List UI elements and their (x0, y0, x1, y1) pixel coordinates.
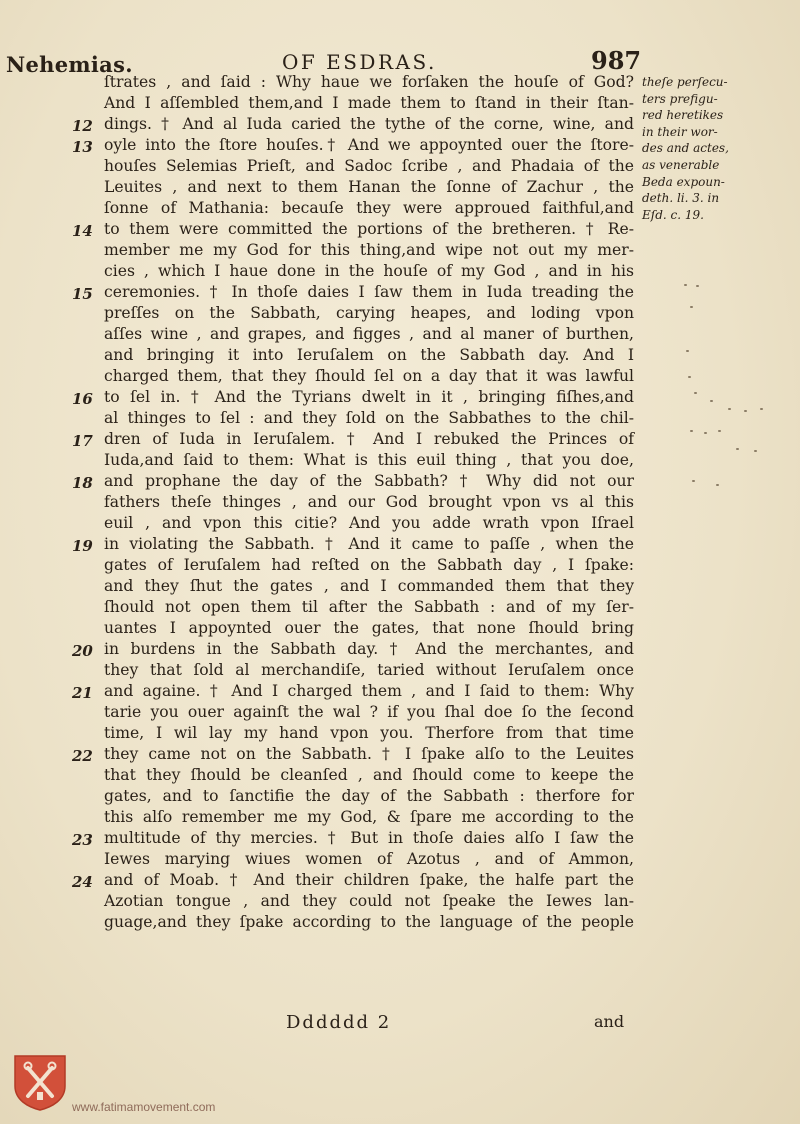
text-line (0, 282, 640, 303)
text-line (0, 72, 640, 93)
line-text: tarie you ouer againſt the wal ? if you ſhal doe ſo the ſecond (104, 703, 634, 721)
line-text: ceremonies. † In thoſe daies I ſaw them in Iuda treading the (104, 283, 634, 301)
marginal-note-line: theſe perſecu- (642, 75, 728, 89)
text-line (0, 555, 640, 576)
line-text: and they ſhut the gates , and I commanded them that they (104, 577, 634, 595)
line-text: Iewes marying wiues women of Azotus , and of Ammon, (104, 850, 634, 868)
line-text: dren of Iuda in Ieruſalem. † And I rebuked the Princes of (104, 430, 634, 448)
line-text: Iuda,and ſaid to them: What is this euil thing , that you doe, (104, 451, 634, 469)
text-line (0, 534, 640, 555)
ink-specks (676, 280, 786, 500)
line-text: they came not on the Sabbath. † I ſpake alſo to the Leuites (104, 745, 634, 763)
text-line (0, 849, 640, 870)
line-text: gates, and to ſanctifie the day of the Sabbath : therfore for (104, 787, 634, 805)
verse-number: 15 (72, 285, 93, 303)
line-text: gates of Ieruſalem had reſted on the Sabbath day , I ſpake: (104, 556, 634, 574)
running-title: Nehemias. (6, 52, 133, 77)
line-text: Azotian tongue , and they could not ſpeake the Iewes lan- (104, 892, 634, 910)
line-text: in violating the Sabbath. † And it came to paſſe , when the (104, 535, 634, 553)
line-text: and of Moab. † And their children ſpake, the halfe part the (104, 871, 634, 889)
marginal-note-line: as venerable (642, 157, 720, 172)
text-line (0, 114, 640, 135)
verse-number: 21 (72, 684, 93, 702)
body-text (0, 72, 640, 933)
text-line (0, 345, 640, 366)
line-text: and againe. † And I charged them , and I ſaid to them: Why (104, 682, 634, 700)
line-text: they that ſold al merchandiſe, taried without Ieruſalem once (104, 661, 634, 679)
line-text: to ſel in. † And the Tyrians dwelt in it , bringing fiſhes,and (104, 388, 634, 406)
text-line (0, 765, 640, 786)
signature-mark: Dddddd 2 (286, 1012, 392, 1033)
footer-url: www.fatimamovement.com (72, 1100, 216, 1114)
verse-number: 24 (72, 873, 93, 891)
line-text: al thinges to ſel : and they ſold on the Sabbathes to the chil- (104, 409, 634, 427)
text-line (0, 471, 640, 492)
line-text: this alſo remember me my God, & ſpare me according to the (104, 808, 634, 826)
text-line (0, 786, 640, 807)
marginal-note-line: des and actes, (642, 141, 729, 156)
text-line (0, 912, 640, 933)
line-text: preſſes on the Sabbath, carying heapes, and loding vpon (104, 304, 634, 322)
text-line (0, 870, 640, 891)
text-line (0, 891, 640, 912)
line-text: guage,and they ſpake according to the language of the people (104, 913, 634, 931)
line-text: euil , and vpon this citie? And you adde wrath vpon Iſrael (104, 514, 634, 532)
marginal-note-line: Eſd. c. 19. (642, 207, 704, 222)
text-line (0, 366, 640, 387)
text-line (0, 261, 640, 282)
marginal-note (642, 74, 772, 223)
line-text: fathers theſe thinges , and our God brought vpon vs al this (104, 493, 634, 511)
line-text: dings. † And al Iuda caried the tythe of the corne, wine, and (104, 115, 634, 133)
line-text: and prophane the day of the Sabbath? † Why did not our (104, 472, 634, 490)
marginal-note-line: red heretikes (642, 108, 724, 123)
marginal-note-line: ters prefigu- (642, 91, 718, 106)
line-text: ſonne of Mathania: becauſe they were approued faithful,and (104, 199, 634, 217)
catchword: and (594, 1012, 625, 1031)
line-text: in burdens in the Sabbath day. † And the merchantes, and (104, 640, 634, 658)
text-line (0, 744, 640, 765)
book-title: OF ESDRAS. (282, 50, 437, 74)
text-line (0, 324, 640, 345)
text-line (0, 597, 640, 618)
text-line (0, 513, 640, 534)
verse-number: 12 (72, 117, 93, 135)
text-line (0, 387, 640, 408)
text-line (0, 576, 640, 597)
line-text: member me my God for this thing,and wipe not out my mer- (104, 241, 634, 259)
text-line (0, 219, 640, 240)
text-line (0, 177, 640, 198)
verse-number: 23 (72, 831, 93, 849)
verse-number: 22 (72, 747, 93, 765)
verse-number: 14 (72, 222, 93, 240)
verse-number: 16 (72, 390, 93, 408)
line-text: And I aſſembled them,and I made them to ſtand in their ſtan- (104, 94, 634, 112)
shield-logo-icon (12, 1052, 68, 1112)
line-text: that they ſhould be cleanſed , and ſhould come to keepe the (104, 766, 634, 784)
line-text: ſhould not open them til after the Sabbath : and of my ſer- (104, 598, 634, 616)
line-text: ſtrates , and ſaid : Why haue we forſaken the houſe of God? (104, 73, 634, 91)
page-number: 987 (591, 46, 642, 75)
marginal-note-line: Beda expoun- (642, 174, 725, 189)
text-line (0, 93, 640, 114)
text-line (0, 723, 640, 744)
line-text: time, I wil lay my hand vpon you. Therfore from that time (104, 724, 634, 742)
line-text: aſſes wine , and grapes, and figges , and al maner of burthen, (104, 325, 634, 343)
verse-number: 18 (72, 474, 93, 492)
text-line (0, 681, 640, 702)
text-line (0, 450, 640, 471)
verse-number: 19 (72, 537, 93, 555)
line-text: houſes Selemias Prieſt, and Sadoc ſcribe , and Phadaia of the (104, 157, 634, 175)
text-line (0, 135, 640, 156)
line-text: Leuites , and next to them Hanan the ſonne of Zachur , the (104, 178, 634, 196)
line-text: charged them, that they ſhould ſel on a day that it was lawful (104, 367, 634, 385)
text-line (0, 198, 640, 219)
text-line (0, 702, 640, 723)
text-line (0, 618, 640, 639)
line-text: to them were committed the portions of the bretheren. † Re- (104, 220, 634, 238)
marginal-note-line: deth. li. 3. in (642, 191, 720, 206)
verse-number: 17 (72, 432, 93, 450)
line-text: oyle into the ſtore houſes.† And we appoynted ouer the ſtore- (104, 136, 634, 154)
verse-number: 13 (72, 138, 93, 156)
text-line (0, 156, 640, 177)
text-line (0, 429, 640, 450)
text-line (0, 240, 640, 261)
text-line (0, 303, 640, 324)
line-text: cies , which I haue done in the houſe of my God , and in his (104, 262, 634, 280)
line-text: uantes I appoynted ouer the gates, that none ſhould bring (104, 619, 634, 637)
text-line (0, 408, 640, 429)
text-line (0, 828, 640, 849)
text-line (0, 639, 640, 660)
line-text: and bringing it into Ieruſalem on the Sabbath day. And I (104, 346, 634, 364)
line-text: multitude of thy mercies. † But in thoſe daies alſo I ſaw the (104, 829, 634, 847)
marginal-note-line: in their wor- (642, 124, 718, 139)
verse-number: 20 (72, 642, 93, 660)
text-line (0, 492, 640, 513)
text-line (0, 660, 640, 681)
text-line (0, 807, 640, 828)
